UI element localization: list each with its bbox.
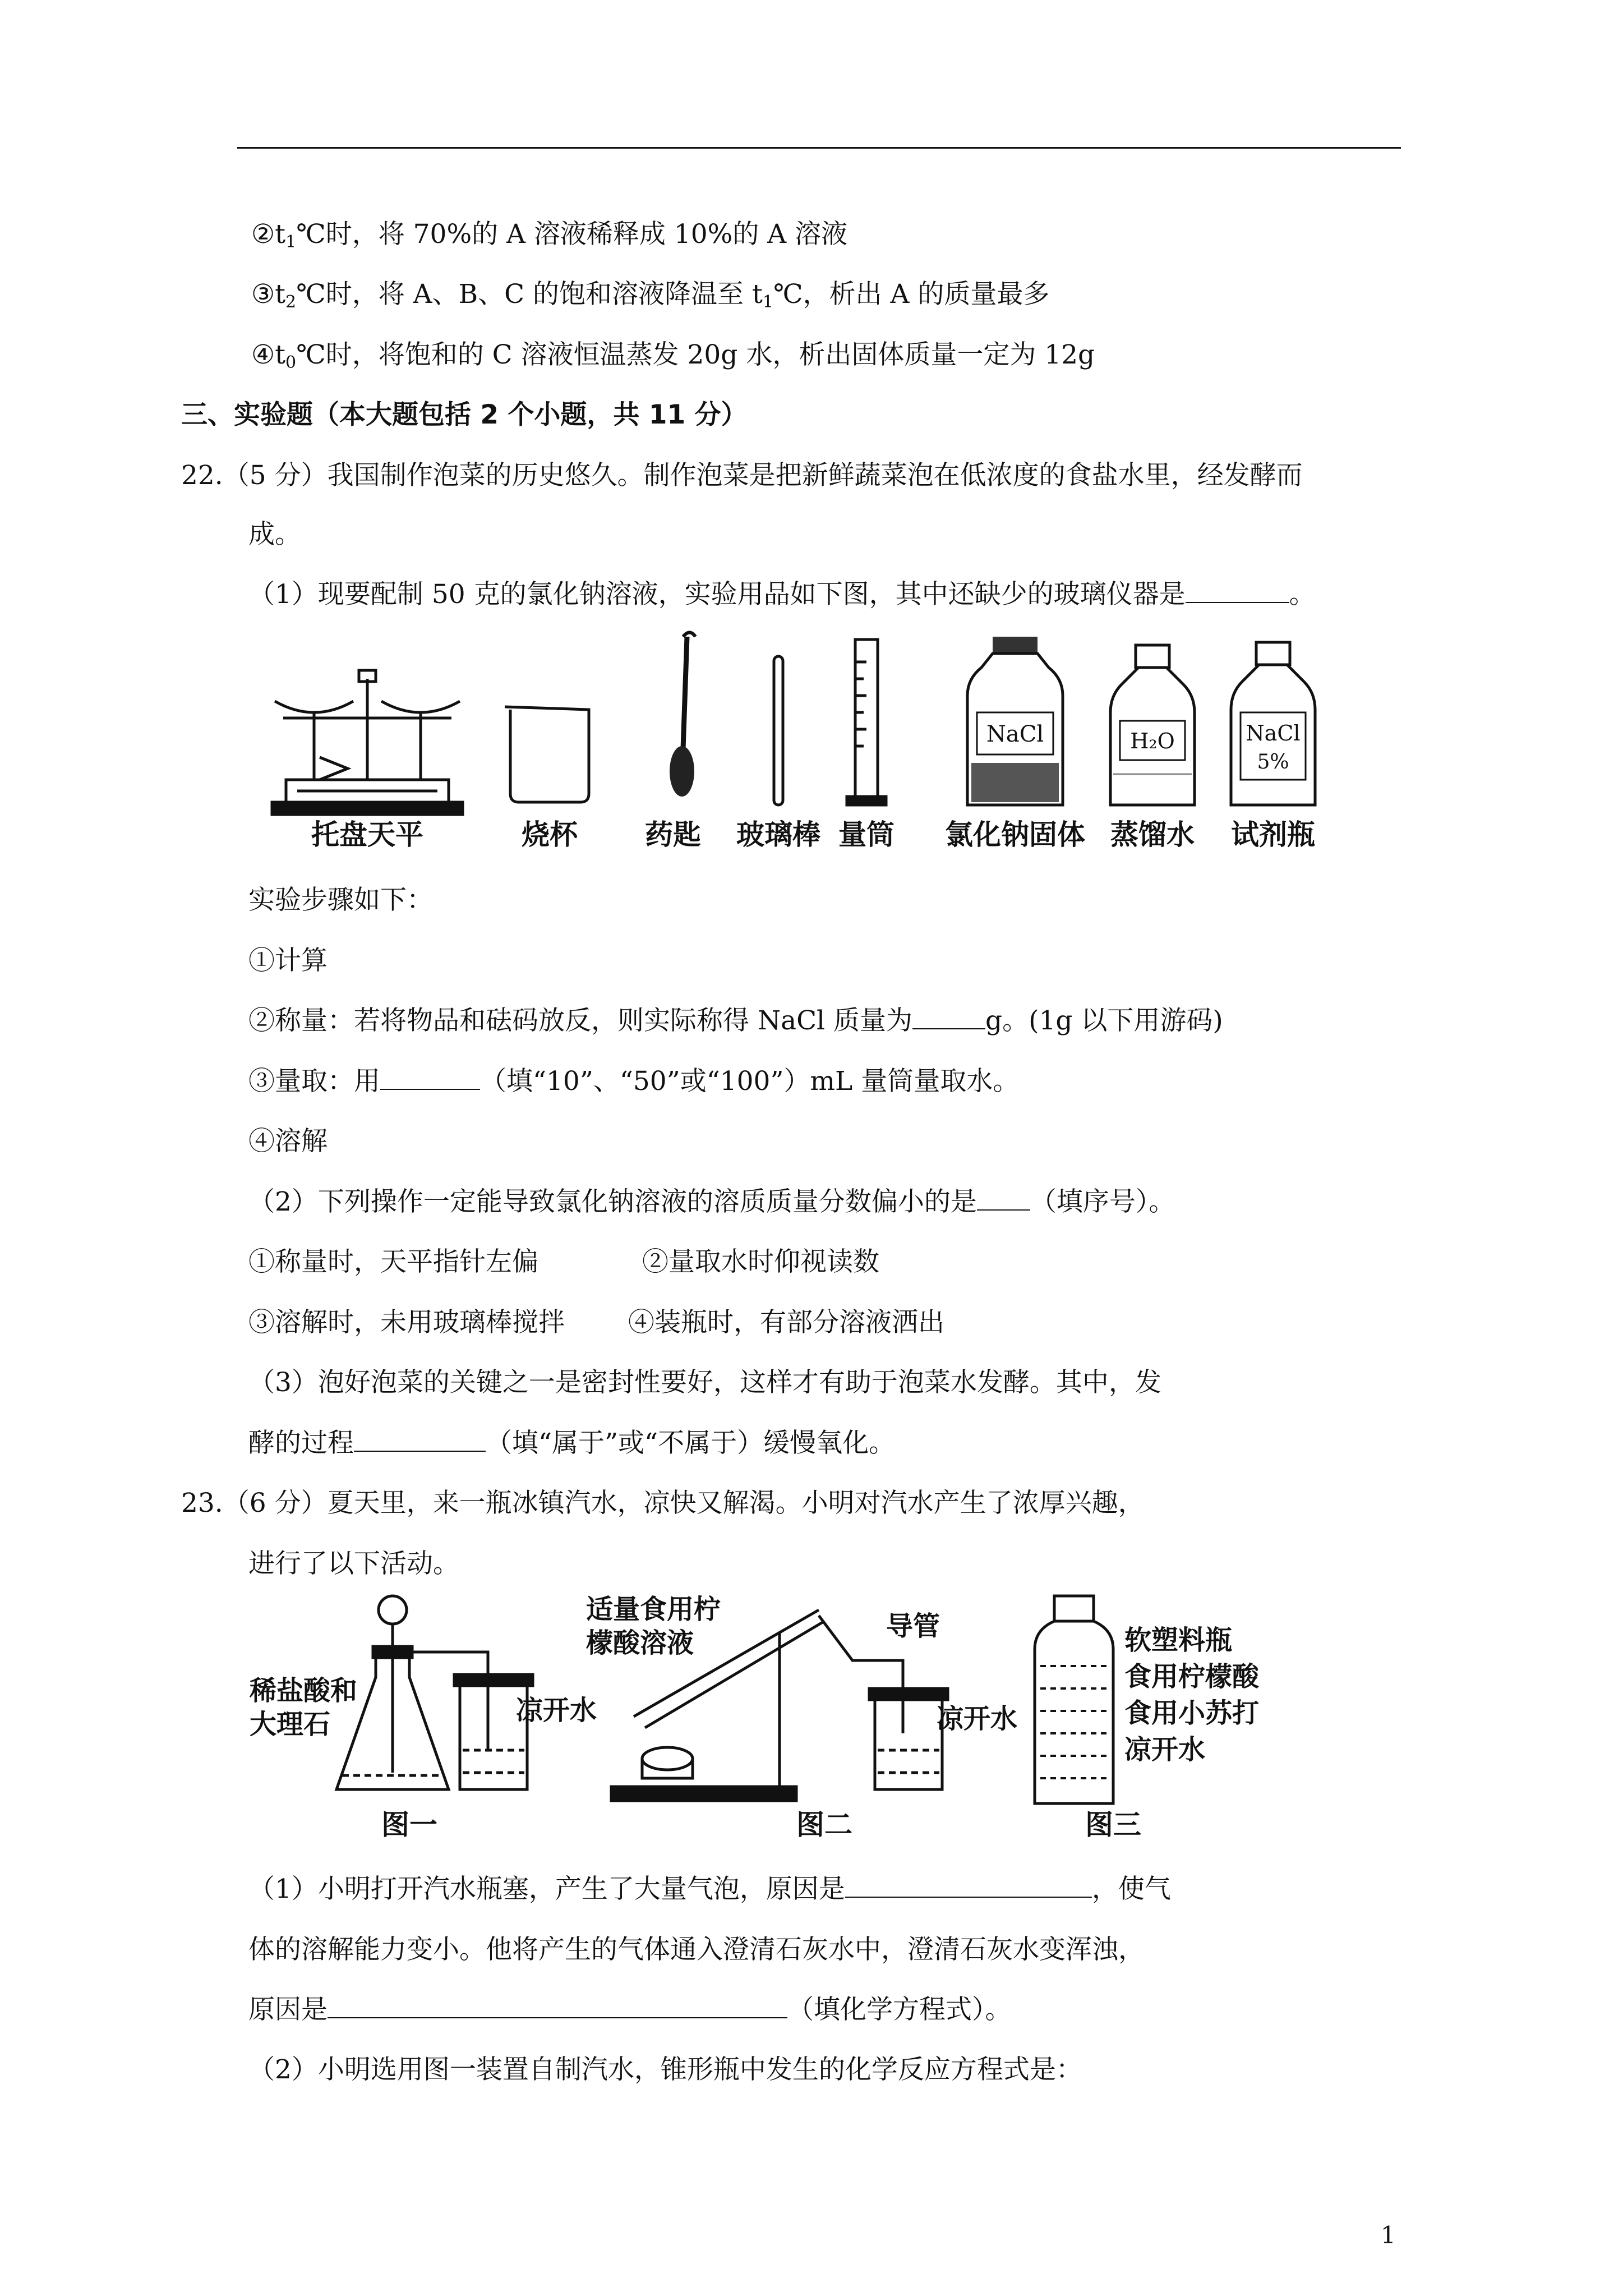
q23-stem-line1: 23.（6 分）夏天里，来一瓶冰镇汽水，凉快又解渴。小明对汽水产生了浓厚兴趣，: [181, 1488, 1145, 1519]
option-3: $③t_2℃$时，将 A、B、C 的饱和溶液降温至 $t_1℃$，析出 A 的质量最多: [251, 279, 1050, 312]
fig3-label-water: 凉开水: [1124, 1734, 1206, 1765]
fig2-label-tube: 导管: [886, 1611, 940, 1642]
reagent-label-nacl: NaCl: [1246, 721, 1301, 746]
answer-blank[interactable]: [845, 1875, 1092, 1898]
balance-icon: [272, 670, 463, 815]
glass-rod-icon: [774, 656, 783, 805]
spoon-icon: [670, 633, 695, 797]
option-4: $④t_0℃$时，将饱和的 C 溶液恒温蒸发 20g 水，析出固体质量一定为 12g: [251, 339, 1095, 372]
fig3-label-soda: 食用小苏打: [1124, 1697, 1260, 1729]
option-2: $②t_1℃$时，将 70%的 A 溶液稀释成 10%的 A 溶液: [251, 219, 848, 252]
q22-part1: （1）现要配制 50 克的氯化钠溶液，实验用品如下图，其中还缺少的玻璃仪器是 。: [248, 579, 1316, 610]
q22-stem-line2: 成。: [248, 519, 301, 550]
q22-part2-option-4: ④装瓶时，有部分溶液洒出: [628, 1307, 944, 1338]
fig3-label-bottle: 软塑料瓶: [1124, 1625, 1233, 1656]
section-heading: 三、实验题（本大题包括 2 个小题，共 11 分）: [181, 399, 748, 430]
nacl-solid-jar-icon: [967, 637, 1063, 805]
q22-part3-line1: （3）泡好泡菜的关键之一是密封性要好，这样才有助于泡菜水发酵。其中，发: [248, 1367, 1161, 1398]
label-distilled-water: 蒸馏水: [1110, 818, 1195, 851]
answer-blank[interactable]: [912, 1007, 985, 1029]
fig2-label-citric1: 适量食用柠: [586, 1594, 721, 1625]
q22-part2: （2）下列操作一定能导致氯化钠溶液的溶质质量分数偏小的是 （填序号）。: [248, 1186, 1175, 1217]
fig1-label-acid: 稀盐酸和: [250, 1675, 358, 1706]
reagent-label-percent: 5%: [1257, 751, 1289, 774]
answer-blank[interactable]: [328, 1996, 787, 2018]
label-balance: 托盘天平: [311, 818, 423, 851]
answer-blank[interactable]: [1186, 581, 1289, 603]
distilled-water-bottle-icon: [1110, 645, 1195, 805]
graduated-cylinder-icon: [847, 639, 886, 805]
label-cylinder: 量筒: [838, 818, 895, 851]
q23-part1-line1: （1）小明打开汽水瓶塞，产生了大量气泡，原因是 ，使气: [248, 1874, 1171, 1904]
figure-3-bottle: [1035, 1596, 1113, 1803]
fig1-label-marble: 大理石: [250, 1709, 331, 1740]
q23-part2: （2）小明选用图一装置自制汽水，锥形瓶中发生的化学反应方程式是：: [248, 2054, 1082, 2085]
fig2-caption: 图二: [796, 1809, 852, 1841]
steps-title: 实验步骤如下：: [248, 885, 433, 915]
answer-blank[interactable]: [354, 1429, 486, 1452]
answer-blank[interactable]: [380, 1068, 480, 1090]
step-3: ③量取：用 （填“10”、“50”或“100”）mL 量筒量取水。: [248, 1066, 1020, 1097]
q22-stem-line1: 22.（5 分）我国制作泡菜的历史悠久。制作泡菜是把新鲜蔬菜泡在低浓度的食盐水里，经发酵而: [181, 460, 1303, 491]
fig1-label-water: 凉开水: [516, 1695, 597, 1726]
fig3-label-citric: 食用柠檬酸: [1124, 1661, 1260, 1692]
q22-part3-line2: 酵的过程 （填“属于”或“不属于）缓慢氧化。: [248, 1428, 896, 1458]
fig3-caption: 图三: [1085, 1809, 1141, 1841]
reagent-bottle-icon: [1231, 642, 1315, 805]
beaker-icon: [505, 707, 589, 802]
header-rule: [237, 147, 1401, 149]
figure-1-apparatus: [336, 1596, 533, 1789]
q22-part2-option-1: ①称量时，天平指针左偏: [248, 1246, 538, 1277]
q23-stem-line2: 进行了以下活动。: [248, 1548, 459, 1579]
q23-part1-line3: 原因是 （填化学方程式）。: [248, 1994, 1012, 2025]
label-nacl-solid: 氯化钠固体: [945, 818, 1085, 851]
q22-part2-option-3: ③溶解时，未用玻璃棒搅拌: [248, 1307, 565, 1338]
step-4: ④溶解: [248, 1126, 328, 1157]
fig1-caption: 图一: [381, 1809, 437, 1841]
label-beaker: 烧杯: [522, 818, 578, 851]
equipment-figure: [264, 628, 1346, 864]
fig2-label-citric2: 檬酸溶液: [586, 1627, 694, 1659]
label-spoon: 药匙: [645, 818, 701, 851]
q23-part1-line2: 体的溶解能力变小。他将产生的气体通入澄清石灰水中，澄清石灰水变浑浊，: [248, 1934, 1145, 1965]
label-glass-rod: 玻璃棒: [736, 818, 820, 851]
page-number: 1: [1381, 2221, 1396, 2249]
answer-blank[interactable]: [977, 1188, 1030, 1211]
h2o-bottle-label: H₂O: [1130, 729, 1175, 753]
step-1: ①计算: [248, 945, 328, 976]
step-2: ②称量：若将物品和砝码放反，则实际称得 NaCl 质量为 g。(1g 以下用游码): [248, 1005, 1223, 1036]
label-reagent-bottle: 试剂瓶: [1231, 818, 1315, 851]
nacl-jar-label: NaCl: [986, 721, 1044, 747]
soda-experiment-figure: [241, 1588, 1335, 1851]
fig2-label-water: 凉开水: [937, 1703, 1018, 1734]
q22-part2-option-2: ②量取水时仰视读数: [642, 1246, 879, 1277]
